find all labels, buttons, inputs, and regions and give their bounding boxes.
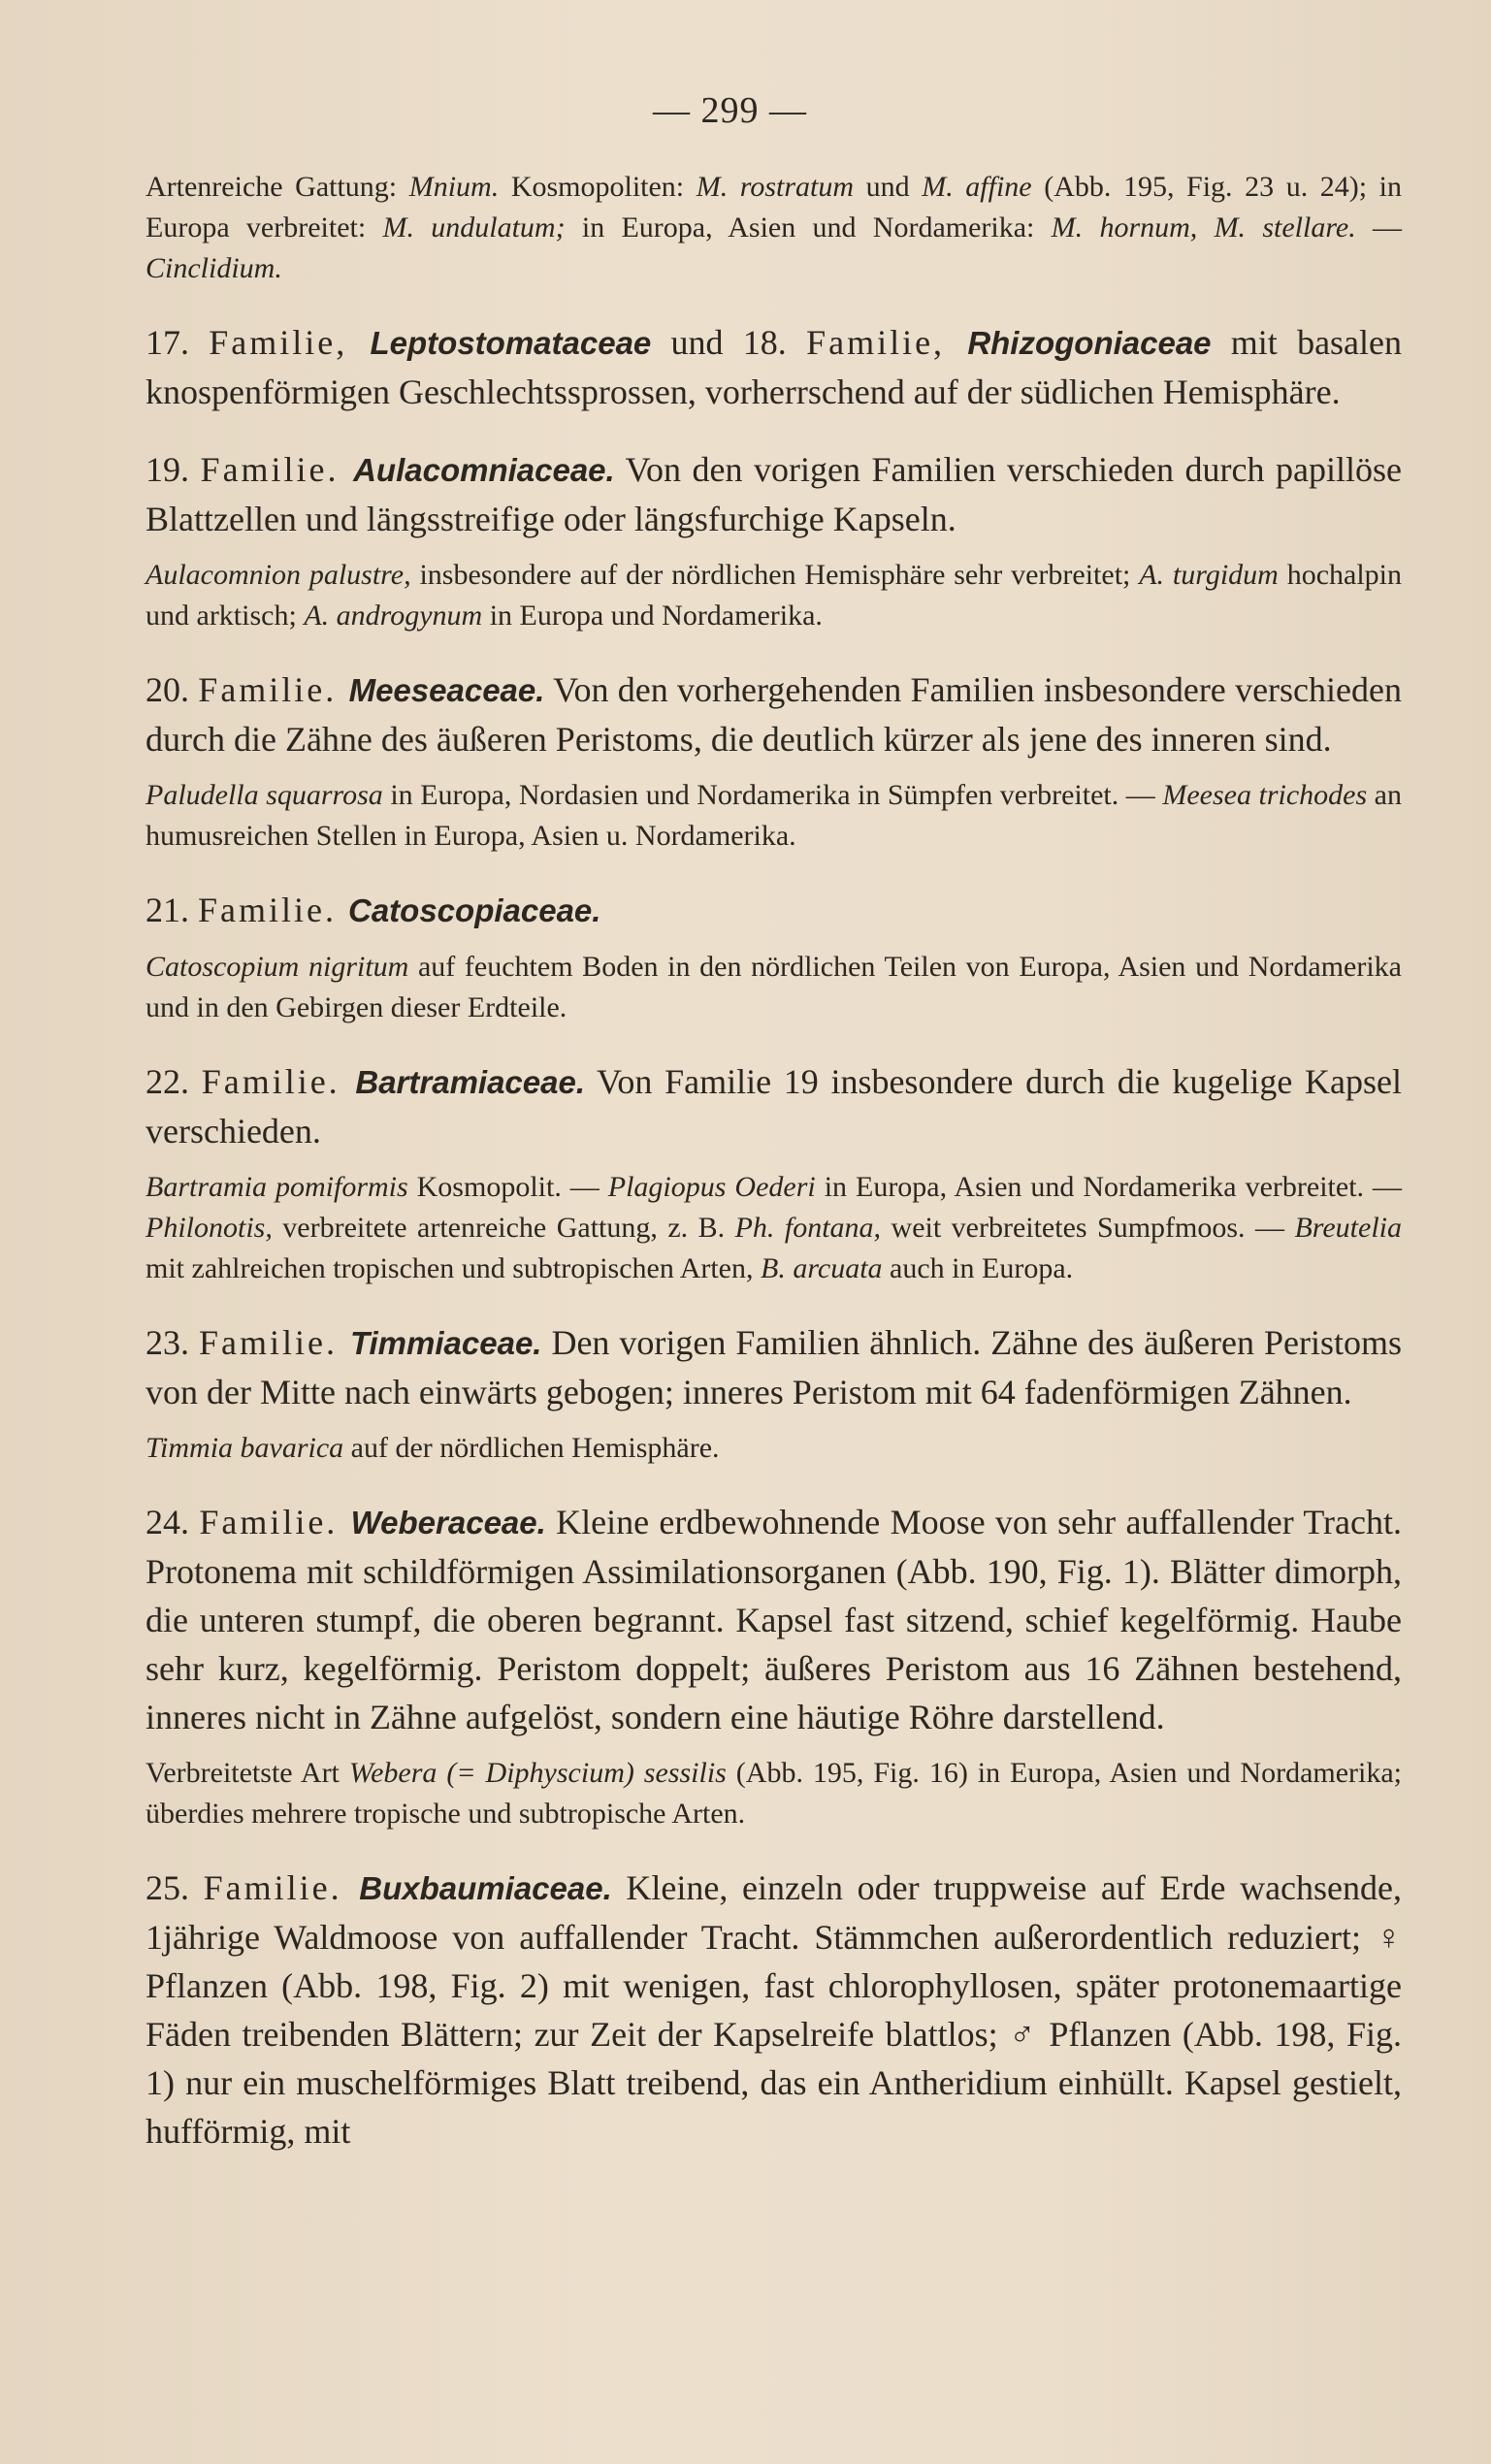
family-20-species-paragraph [58,775,1402,857]
page-number: — 299 — [653,90,807,131]
text-span: Von den vorhergehenden Familien insbesondere verschieden durch die Zähne des äußeren Peristoms, die deutlich kürzer als jene des inneren sind. [146,670,1402,759]
family-name: Weberaceae. [350,1505,546,1540]
species-name: Aulacomnion palustre, [146,559,411,591]
text-span: Kleine, einzeln oder truppweise auf Erde wachsende, 1jährige Waldmoose von auffallender Tracht. Stämmchen außerordentlich reduziert; ♀ Pflanzen (Abb. 198, Fig. 2) mit wenigen, fast chlorophyllosen, später protonemaartige Fäden treibenden Blättern; zur Zeit der Kapselreife blattlos; ♂ Pflanzen (Abb. 198, Fig. 1) nur ein muschelförmiges Blatt treibend, das ein Antheridium einhüllt. Kapsel gestielt, hufförmig, mit [146,1868,1402,2151]
family-number: 21. [146,891,198,929]
family-name: Buxbaumiaceae. [359,1870,612,1906]
text-span: Kleine erdbewohnende Moose von sehr auffallender Tracht. Protonema mit schildförmigen Assimilationsorganen (Abb. 190, Fig. 1). Blätter dimorph, die unteren stumpf, die oberen begrannt. Kapsel fast sitzend, schief kegelförmig. Haube sehr kurz, kegelförmig. Peristom doppelt; äußeres Peristom aus 16 Zähnen bestehend, inneres nicht in Zähne aufgelöst, sondern eine häutige Röhre darstellend. [146,1503,1403,1736]
text-span: an humusreichen Stellen in Europa, Asien u. Nordamerika. [146,779,1402,852]
text-span: Den vorigen Familien ähnlich. Zähne des äußeren Peristoms von der Mitte nach einwärts gebogen; inneres Peristom mit 64 fadenförmigen Zähnen. [146,1323,1403,1411]
species-name: B. arcuata [761,1252,883,1284]
family-19-species-paragraph [58,555,1402,636]
text-span: auf feuchtem Boden in den nördlichen Teilen von Europa, Asien und Nordamerika und in den Gebirgen dieser Erdteile. [146,951,1402,1023]
family-25-paragraph [58,1864,1402,2156]
species-name: M. affine [922,171,1032,203]
text-span: in Europa, Nordasien und Nordamerika in Sümpfen verbreitet. — [382,779,1163,811]
family-22-species-paragraph [58,1167,1402,1289]
family-label: Familie. [201,1062,356,1101]
text-span: und 18. [651,323,807,362]
species-name: M. undulatum; [382,211,566,243]
species-name: Ph. fontana, [734,1212,882,1244]
family-label: Familie. [198,670,349,709]
family-label: Familie. [203,1868,360,1907]
species-name: Paludella squarrosa [146,779,383,811]
family-22-paragraph [58,1057,1402,1155]
text-span: hochalpin und arktisch; [146,559,1402,632]
family-23-species-paragraph [58,1428,1402,1469]
text-span: (Abb. 195, Fig. 16) in Europa, Asien und Nordamerika; überdies mehrere tropische und subtropische Arten. [146,1757,1403,1830]
family-20-paragraph [58,665,1402,763]
family-name: Leptostomataceae [370,325,652,361]
family-label: Familie. [198,1323,350,1362]
family-19-paragraph [58,445,1402,543]
species-name: Bartramia pomiformis [146,1171,408,1203]
text-span: auf der nördlichen Hemisphäre. [343,1432,720,1464]
family-17-18-paragraph [58,318,1402,416]
family-24-paragraph [58,1498,1402,1741]
family-label: Familie. [200,450,354,489]
text-span: auch in Europa. [882,1252,1074,1284]
family-name: Rhizogoniaceae [967,325,1212,361]
species-name: M. hornum, M. stellare. [1051,211,1356,243]
text-span: Artenreiche Gattung: [146,171,409,203]
family-24-species-paragraph [58,1753,1402,1834]
text-span: insbesondere auf der nördlichen Hemisphäre sehr verbreitet; [410,559,1140,591]
text-span: in Europa und Nordamerika. [482,600,823,632]
mnium-paragraph [58,167,1402,289]
text-span: Kosmopolit. — [407,1171,608,1203]
family-number: 20. [146,670,199,709]
family-label: Familie. [198,891,348,929]
text-span: verbreitete artenreiche Gattung, z. B. [272,1212,735,1244]
text-span: Von den vorigen Familien verschieden durch papillöse Blattzellen und längsstreifige oder längsfurchige Kapseln. [146,450,1402,538]
text-span: (Abb. 195, Fig. 23 u. 24); in Europa verbreitet: [146,171,1403,243]
species-name: Webera (= Diphyscium) sessilis [348,1757,727,1789]
family-number: 24. [146,1503,200,1541]
family-name: Catoscopiaceae. [348,892,601,928]
family-name: Meeseaceae. [348,672,545,708]
species-name: Catoscopium nigritum [146,951,409,983]
text-span: und [854,171,923,203]
family-label: Familie, [806,323,968,362]
species-name: Timmia bavarica [146,1432,344,1464]
family-21-paragraph [58,886,1402,935]
text-span: mit zahlreichen tropischen und subtropischen Arten, [146,1252,761,1284]
text-span: mit basalen knospenförmigen Geschlechtssprossen, vorherrschend auf der südlichen Hemisphäre. [146,323,1403,411]
genus-name: Philonotis, [146,1212,273,1244]
family-23-paragraph [58,1318,1402,1416]
family-21-species-paragraph [58,947,1402,1028]
text-span: in Europa, Asien und Nordamerika verbreitet. — [815,1171,1402,1203]
genus-name: Mnium. [408,171,500,203]
text-span: — [1355,211,1402,243]
text-span: Kosmopoliten: [499,171,697,203]
family-number: 25. [146,1868,204,1907]
text-span: Verbreitetste Art [146,1757,349,1789]
species-name: Meesea trichodes [1162,779,1368,811]
family-label: Familie, [209,323,371,362]
family-number: 23. [146,1323,199,1362]
family-name: Aulacomniaceae. [353,452,615,488]
family-number: 17. [146,323,210,362]
text-span: in Europa, Asien und Nordamerika: [565,211,1052,243]
family-number: 19. [146,450,201,489]
species-name: M. rostratum [696,171,855,203]
genus-name: Cinclidium. [146,252,282,284]
species-name: A. turgidum [1139,559,1279,591]
family-name: Timmiaceae. [349,1325,542,1361]
family-name: Bartramiaceae. [355,1064,586,1100]
text-span: Von Familie 19 insbesondere durch die kugelige Kapsel verschieden. [146,1062,1402,1151]
text-span: weit verbreitetes Sumpfmoos. — [881,1212,1295,1244]
genus-name: Breutelia [1294,1212,1403,1244]
family-number: 22. [146,1062,202,1101]
species-name: A. androgynum [304,600,483,632]
family-label: Familie. [199,1503,351,1541]
species-name: Plagiopus Oederi [607,1171,816,1203]
